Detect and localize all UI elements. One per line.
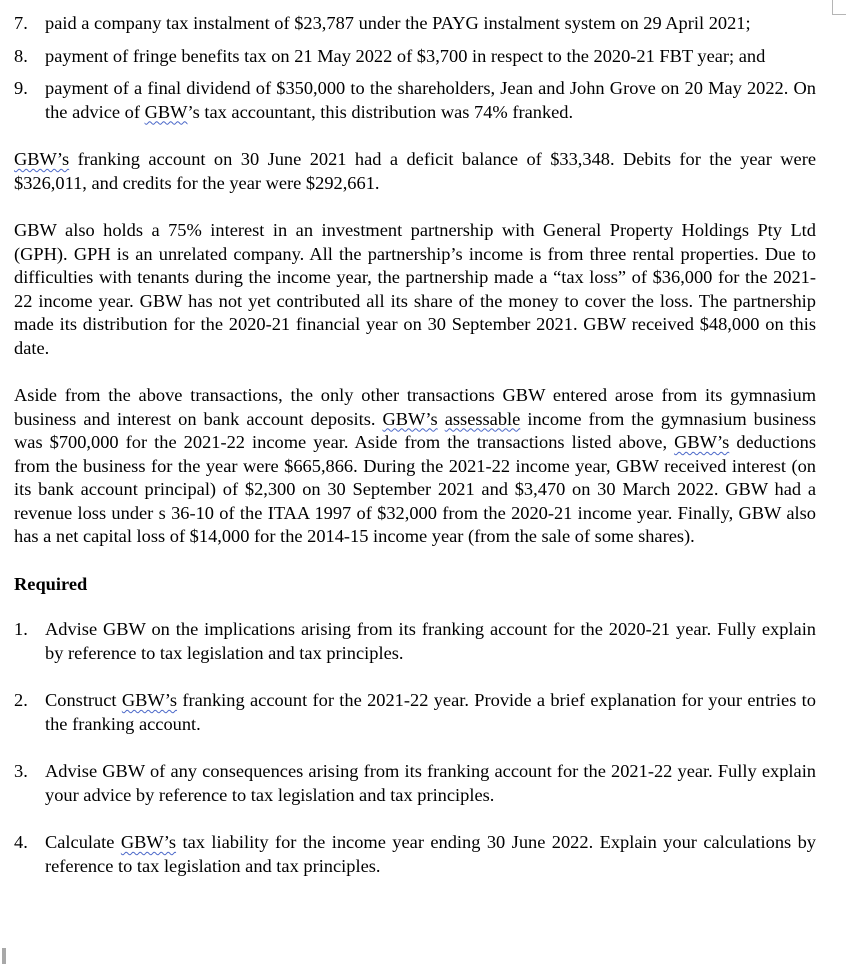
spellcheck-flagged-word[interactable]: assessable bbox=[444, 408, 521, 429]
required-item-2 bbox=[14, 689, 816, 736]
paragraph-text: franking account on 30 June 2021 had a deficit balance of $33,348. Debits for the year were $326,011, and credits for the year were $292,661. bbox=[14, 149, 816, 193]
spellcheck-flagged-word[interactable]: GBW’s bbox=[382, 408, 438, 429]
required-text: Advise GBW of any consequences arising from its franking account for the 2021-22 year. Fully explain your advice by reference to tax legislation and tax principles. bbox=[45, 761, 816, 805]
list-text-part: payment of a final dividend of $350,000 to the shareholders, Jean and John Grove on 20 May 2022. On the advice of bbox=[45, 78, 816, 122]
required-text: tax liability for the income year ending 30 June 2022. Explain your calculations by reference to tax legislation and tax principles. bbox=[45, 832, 816, 876]
list-text: paid a company tax instalment of $23,787 under the PAYG instalment system on 29 April 2021; bbox=[45, 13, 751, 33]
required-list bbox=[14, 618, 816, 878]
paragraph-text: deductions from the business for the year were $665,866. During the 2021-22 income year, GBW received interest (on its bank account principal) of $2,300 on 30 September 2021 and $3,470 on 30 March 2022. GBW had a revenue loss under s 36-10 of the ITAA 1997 of $32,000 from the 2020-21 income year. Finally, GBW also has a net capital loss of $14,000 for the 2014-15 income year (from the sale of some shares). bbox=[14, 432, 816, 546]
required-text: Construct bbox=[45, 690, 122, 710]
list-item-9 bbox=[14, 77, 816, 124]
list-number: 1. bbox=[14, 619, 28, 639]
required-item-4 bbox=[14, 831, 816, 878]
document-body bbox=[14, 12, 816, 902]
page-corner-marker bbox=[832, 0, 846, 15]
list-number: 9. bbox=[14, 78, 28, 98]
list-number: 3. bbox=[14, 761, 28, 781]
partnership-paragraph: GBW also holds a 75% interest in an investment partnership with General Property Holdings Pty Ltd (GPH). GPH is an unrelated company. All the partnership’s income is from three rental properties. Due to difficulties with tenants during the income year, the partnership made a “tax loss” of $36,000 for the 2021-22 income year. GBW has not yet contributed all its share of the money to cover the loss. The partnership made its distribution for the 2020-21 financial year on 30 September 2021. GBW received $48,000 on this date. bbox=[14, 220, 816, 358]
list-text: payment of fringe benefits tax on 21 May 2022 of $3,700 in respect to the 2020-21 FBT year; and bbox=[45, 45, 766, 66]
required-text: Advise GBW on the implications arising from its franking account for the 2020-21 year. Fully explain by reference to tax legislation and tax principles. bbox=[45, 619, 816, 663]
spellcheck-flagged-word[interactable]: GBW’s bbox=[120, 832, 177, 852]
spellcheck-flagged-word[interactable]: GBW’s bbox=[674, 432, 730, 452]
list-number: 2. bbox=[14, 690, 28, 710]
required-text: Calculate bbox=[45, 832, 121, 852]
paragraph-text bbox=[438, 409, 445, 429]
paragraph-text: Aside from the above transactions, the only other transactions GBW entered arose from its gymnasium business and interest on bank account deposits. bbox=[14, 385, 816, 429]
paragraph-text: income from the gymnasium business was $700,000 for the 2021-22 income year. Aside from the transactions listed above, bbox=[14, 408, 817, 452]
list-text-part: ’s tax accountant, this distribution was 74% franked. bbox=[187, 101, 574, 122]
spellcheck-flagged-word[interactable]: GBW’s bbox=[121, 690, 178, 710]
required-heading: Required bbox=[14, 573, 88, 594]
required-text: franking account for the 2021-22 year. Provide a brief explanation for your entries to the franking account. bbox=[45, 690, 816, 734]
list-number: 8. bbox=[14, 45, 28, 66]
list-number: 4. bbox=[14, 832, 28, 852]
required-item-1 bbox=[14, 618, 816, 665]
list-number: 7. bbox=[14, 13, 28, 33]
franking-paragraph bbox=[14, 148, 816, 195]
list-item-8 bbox=[14, 45, 816, 69]
spellcheck-flagged-word[interactable]: GBW bbox=[144, 101, 188, 122]
list-item-7 bbox=[14, 12, 816, 36]
other-transactions-paragraph bbox=[14, 384, 816, 549]
spellcheck-flagged-word[interactable]: GBW’s bbox=[14, 149, 70, 169]
text-cursor-marker bbox=[2, 948, 6, 964]
required-item-3 bbox=[14, 760, 816, 807]
transaction-list bbox=[14, 12, 816, 124]
